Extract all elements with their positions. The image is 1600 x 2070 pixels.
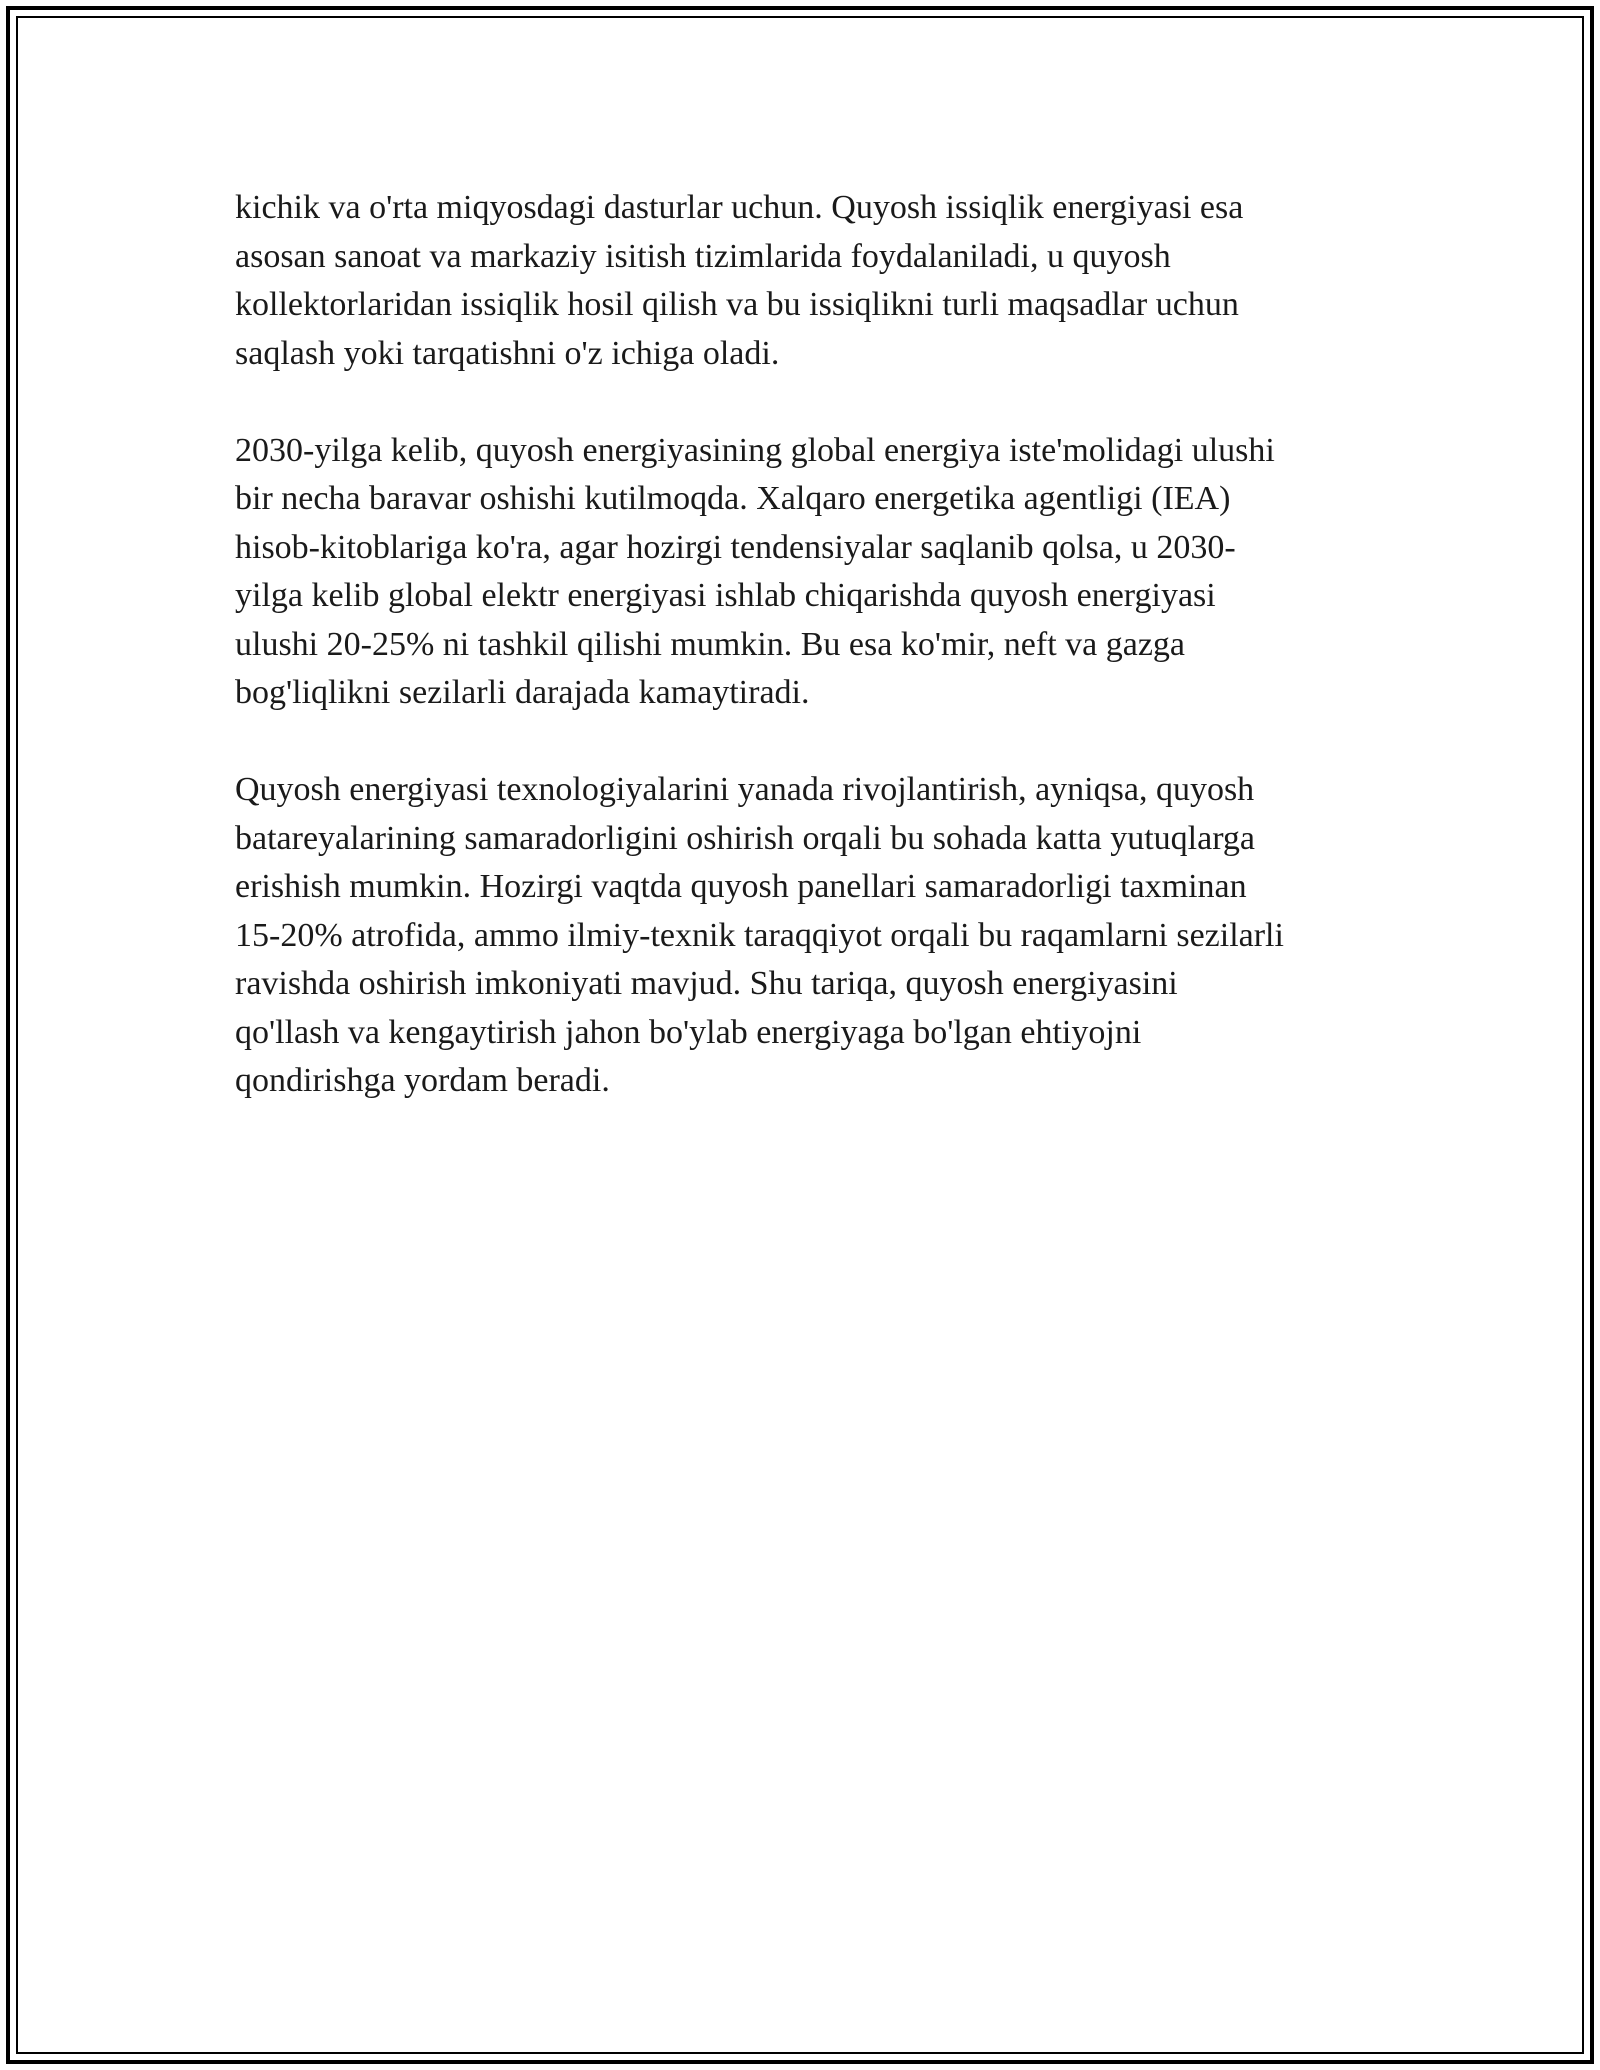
paragraph-line: bir necha baravar oshishi kutilmoqda. Xalqaro energetika agentligi (IEA) (235, 480, 1231, 517)
paragraph-line: Quyosh energiyasi texnologiyalarini yanada rivojlantirish, ayniqsa, quyosh (235, 771, 1255, 808)
paragraph-line: 15-20% atrofida, ammo ilmiy-texnik taraqqiyot orqali bu raqamlarni sezilarli (235, 916, 1284, 954)
paragraph-line: yilga kelib global elektr energiyasi ishlab chiqarishda quyosh energiyasi (235, 577, 1216, 614)
paragraph-line: ulushi 20-25% ni tashkil qilishi mumkin. Bu esa ko'mir, neft va gazga (235, 625, 1186, 663)
paragraph-line: asosan sanoat va markaziy isitish tizimlarida foydalaniladi, u quyosh (235, 237, 1171, 275)
paragraph-2 (235, 427, 1375, 718)
paragraph-line: saqlash yoki tarqatishni o'z ichiga oladi. (235, 334, 780, 372)
paragraph-line: qondirishga yordam beradi. (235, 1062, 610, 1099)
paragraph-line: bog'liqlikni sezilarli darajada kamaytiradi. (235, 674, 810, 711)
paragraph-line: 2030-yilga kelib, quyosh energiyasining global energiya iste'molidagi ulushi (235, 431, 1275, 469)
document-body (235, 184, 1375, 1154)
paragraph-line: erishish mumkin. Hozirgi vaqtda quyosh panellari samaradorligi taxminan (235, 868, 1247, 905)
paragraph-line: ravishda oshirish imkoniyati mavjud. Shu tariqa, quyosh energiyasini (235, 965, 1178, 1002)
paragraph-line: qo'llash va kengaytirish jahon bo'ylab energiyaga bo'lgan ehtiyojni (235, 1013, 1142, 1051)
paragraph-line: kichik va o'rta miqyosdagi dasturlar uchun. Quyosh issiqlik energiyasi esa (235, 189, 1244, 226)
paragraph-line: kollektorlaridan issiqlik hosil qilish va bu issiqlikni turli maqsadlar uchun (235, 286, 1239, 323)
paragraph-line: batareyalarining samaradorligini oshirish orqali bu sohada katta yutuqlarga (235, 819, 1256, 857)
paragraph-1 (235, 184, 1375, 378)
paragraph-3 (235, 766, 1375, 1106)
paragraph-line: hisob-kitoblariga ko'ra, agar hozirgi tendensiyalar saqlanib qolsa, u 2030- (235, 528, 1236, 566)
